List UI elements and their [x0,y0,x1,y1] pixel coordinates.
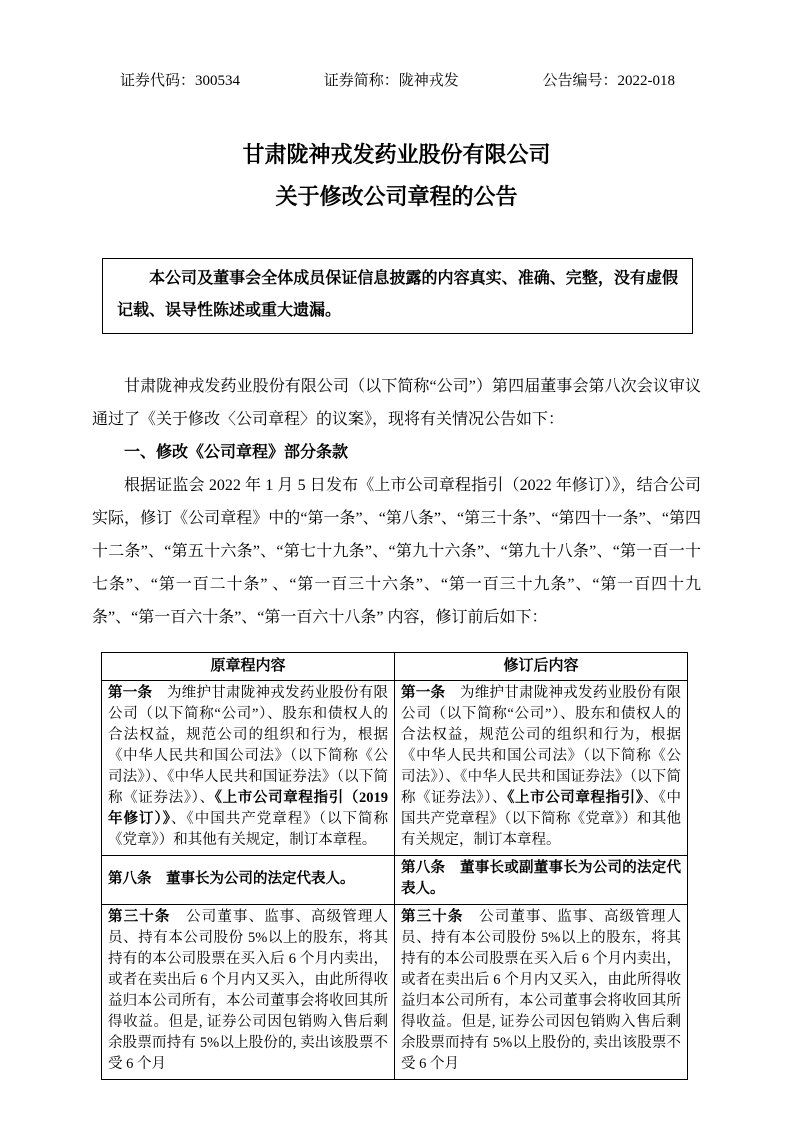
section-paragraph: 根据证监会 2022 年 1 月 5 日发布《上市公司章程指引（2022 年修订）》，结合公司实际，修订《公司章程》中的“第一条”、“第八条”、“第三十条”、“第四十一条”、“第四十二条”、“第五十六条”、“第七十九条”、“第九十六条”、“第九十八条”、“第一百一十七条”、“第一百二十条” 、“第一百三十六条”、“第一百三十九条”、“第一百四十九条”、“第一百六十条”、“第一百六十八条” 内容，修订前后如下： [92,477,701,626]
cell-article-30-revised [395,905,688,1080]
stock-code: 证券代码：300534 [120,73,241,89]
article-text-bold: 董事长或副董事长为公司的法定代表人。 [401,860,681,897]
article-text: 公司董事、监事、高级管理人员、持有本公司股份 5%以上的股东，将其持有的本公司股票在买入后 6 个月内卖出，或者在卖出后 6 个月内又买入，由此所得收益归本公司所有，本公司董事会将收回其所得收益。但是, 证券公司因包销购入售后剩余股票而持有 5%以上股份的, 卖出该股票不受 6 个月 [401,909,682,1072]
column-header-original: 原章程内容 [102,653,395,681]
article-text: 、《中国共产党章程》（以下简称《党章》）和其他有关规定，制订本章程。 [108,811,388,848]
article-number: 第三十条 [401,909,464,925]
intro-paragraph: 甘肃陇神戎发药业股份有限公司（以下简称“公司”）第四届董事会第八次会议审议通过了《关于修改〈公司章程〉的议案》，现将有关情况公告如下： [92,378,701,428]
article-text: 为维护甘肃陇神戎发药业股份有限公司（以下简称“公司”）、股东和债权人的合法权益，规范公司的组织和行为，根据《中华人民共和国公司法》（以下简称《公司法》）、《中华人民共和国证券法》（以下简称《证券法》）、 [401,685,681,806]
table-header-row [102,653,688,681]
document-body [92,370,701,634]
article-number: 第八条 [108,870,152,887]
table-row-article-30 [102,905,688,1080]
stock-name: 证券简称：陇神戎发 [323,73,459,89]
article-number: 第一条 [401,685,446,701]
disclaimer-box [102,258,693,334]
article-number: 第三十条 [108,909,171,925]
announcement-number: 公告编号：2022-018 [542,73,675,89]
section-heading: 一、修改《公司章程》部分条款 [124,444,349,461]
document-title [92,134,701,218]
article-number: 第一条 [108,685,153,701]
comparison-table-head [102,653,688,681]
article-text: 、《中国共产党章程》（以下简称《党章》）和其他有关规定，制订本章程。 [401,790,682,848]
disclaimer-text: 本公司及董事会全体成员保证信息披露的内容真实、准确、完整，没有虚假记载、误导性陈述或重大遗漏。 [117,270,678,319]
document-title-line2: 关于修改公司章程的公告 [275,184,518,209]
article-text-bold: 《上市公司章程指引（2019 年修订）》 [108,790,389,827]
document-title-line1: 甘肃陇神戎发药业股份有限公司 [242,142,551,167]
comparison-table [101,652,688,1080]
cell-article-1-revised [395,681,688,856]
document-header [92,72,701,90]
article-number: 第八条 [401,860,446,876]
article-text-bold: 《上市公司章程指引》 [507,790,644,806]
comparison-table-body [102,681,688,1080]
article-text-bold: 董事长为公司的法定代表人。 [151,870,355,887]
column-header-revised: 修订后内容 [395,653,688,681]
cell-article-1-original [102,681,395,856]
table-row-article-8 [102,856,688,905]
cell-article-8-original [102,856,395,905]
article-text: 为维护甘肃陇神戎发药业股份有限公司（以下简称“公司”）、股东和债权人的合法权益，规范公司的组织和行为，根据《中华人民共和国公司法》（以下简称《公司法》）、《中华人民共和国证券法》（以下简称《证券法》）、 [108,685,388,806]
cell-article-30-original [102,905,395,1080]
table-row-article-1 [102,681,688,856]
article-text: 公司董事、监事、高级管理人员、持有本公司股份 5%以上的股东，将其持有的本公司股票在买入后 6 个月内卖出，或者在卖出后 6 个月内又买入，由此所得收益归本公司所有，本公司董事会将收回其所得收益。但是, 证券公司因包销购入售后剩余股票而持有 5%以上股份的, 卖出该股票不受 6 个月 [108,909,389,1072]
cell-article-8-revised [395,856,688,905]
